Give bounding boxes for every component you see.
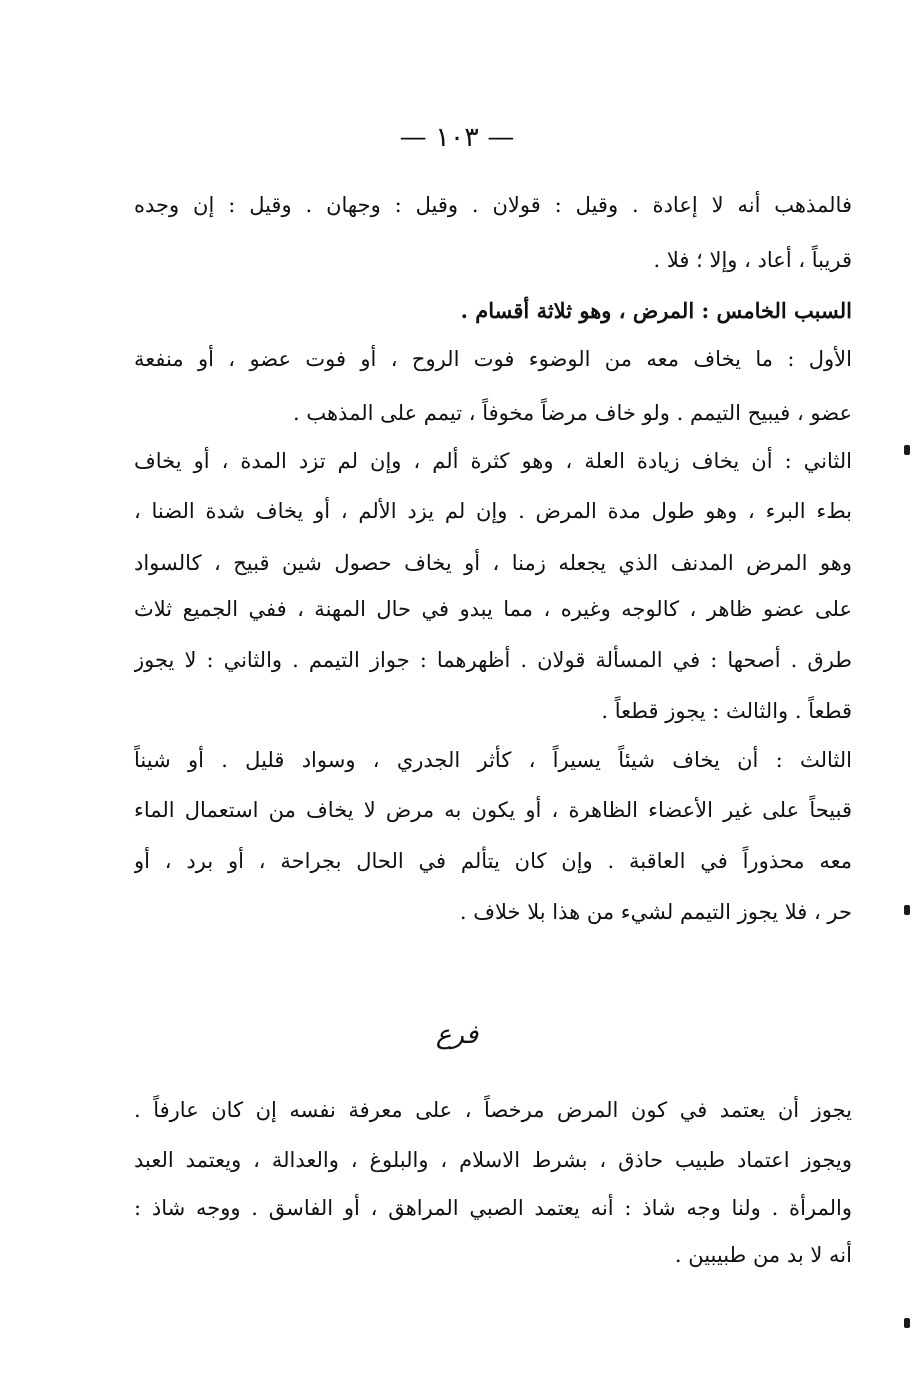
margin-mark <box>904 905 910 915</box>
text-line: والمرأة . ولنا وجه شاذ : أنه يعتمد الصبي المراهق ، أو الفاسق . ووجه شاذ : <box>134 1196 852 1220</box>
text-line: السبب الخامس : المرض ، وهو ثلاثة أقسام . <box>460 298 852 323</box>
text-line: بطء البرء ، وهو طول مدة المرض . وإن لم يزد الألم ، أو يخاف شدة الضنا ، <box>134 499 852 523</box>
text-line: ويجوز اعتماد طبيب حاذق ، بشرط الاسلام ، والبلوغ ، والعدالة ، ويعتمد العبد <box>134 1148 852 1172</box>
text-line: وهو المرض المدنف الذي يجعله زمنا ، أو يخاف حصول شين قبيح ، كالسواد <box>134 551 852 575</box>
text-line: عضو ، فيبيح التيمم . ولو خاف مرضاً مخوفاً ، تيمم على المذهب . <box>293 401 852 425</box>
text-line: الثاني : أن يخاف زيادة العلة ، وهو كثرة ألم ، وإن لم تزد المدة ، أو يخاف <box>134 449 852 473</box>
text-line: الأول : ما يخاف معه من الوضوء فوت الروح ، أو فوت عضو ، أو منفعة <box>134 347 852 371</box>
text-line: الثالث : أن يخاف شيئاً يسيراً ، كأثر الجدري ، وسواد قليل . أو شيناً <box>134 748 852 772</box>
section-heading: فرع <box>435 1020 479 1050</box>
text-line: أنه لا بد من طبيبين . <box>674 1243 852 1267</box>
text-line: معه محذوراً في العاقبة . وإن كان يتألم في الحال بجراحة ، أو برد ، أو <box>134 849 852 873</box>
text-line: قريباً ، أعاد ، وإلا ؛ فلا . <box>653 248 852 272</box>
text-line: فالمذهب أنه لا إعادة . وقيل : قولان . وقيل : وجهان . وقيل : إن وجده <box>134 193 852 217</box>
text-line: قبيحاً على غير الأعضاء الظاهرة ، أو يكون به مرض لا يخاف من استعمال الماء <box>134 798 852 822</box>
text-line: قطعاً . والثالث : يجوز قطعاً . <box>601 699 852 723</box>
page-number: — ١٠٣ — <box>399 122 515 153</box>
text-line: يجوز أن يعتمد في كون المرض مرخصاً ، على معرفة نفسه إن كان عارفاً . <box>134 1098 852 1122</box>
text-line: على عضو ظاهر ، كالوجه وغيره ، مما يبدو في حال المهنة ، ففي الجميع ثلاث <box>134 597 852 621</box>
text-line: طرق . أصحها : في المسألة قولان . أظهرهما : جواز التيمم . والثاني : لا يجوز <box>134 648 852 672</box>
text-line: حر ، فلا يجوز التيمم لشيء من هذا بلا خلاف . <box>459 900 852 924</box>
margin-mark <box>904 445 910 455</box>
margin-mark <box>904 1318 910 1328</box>
